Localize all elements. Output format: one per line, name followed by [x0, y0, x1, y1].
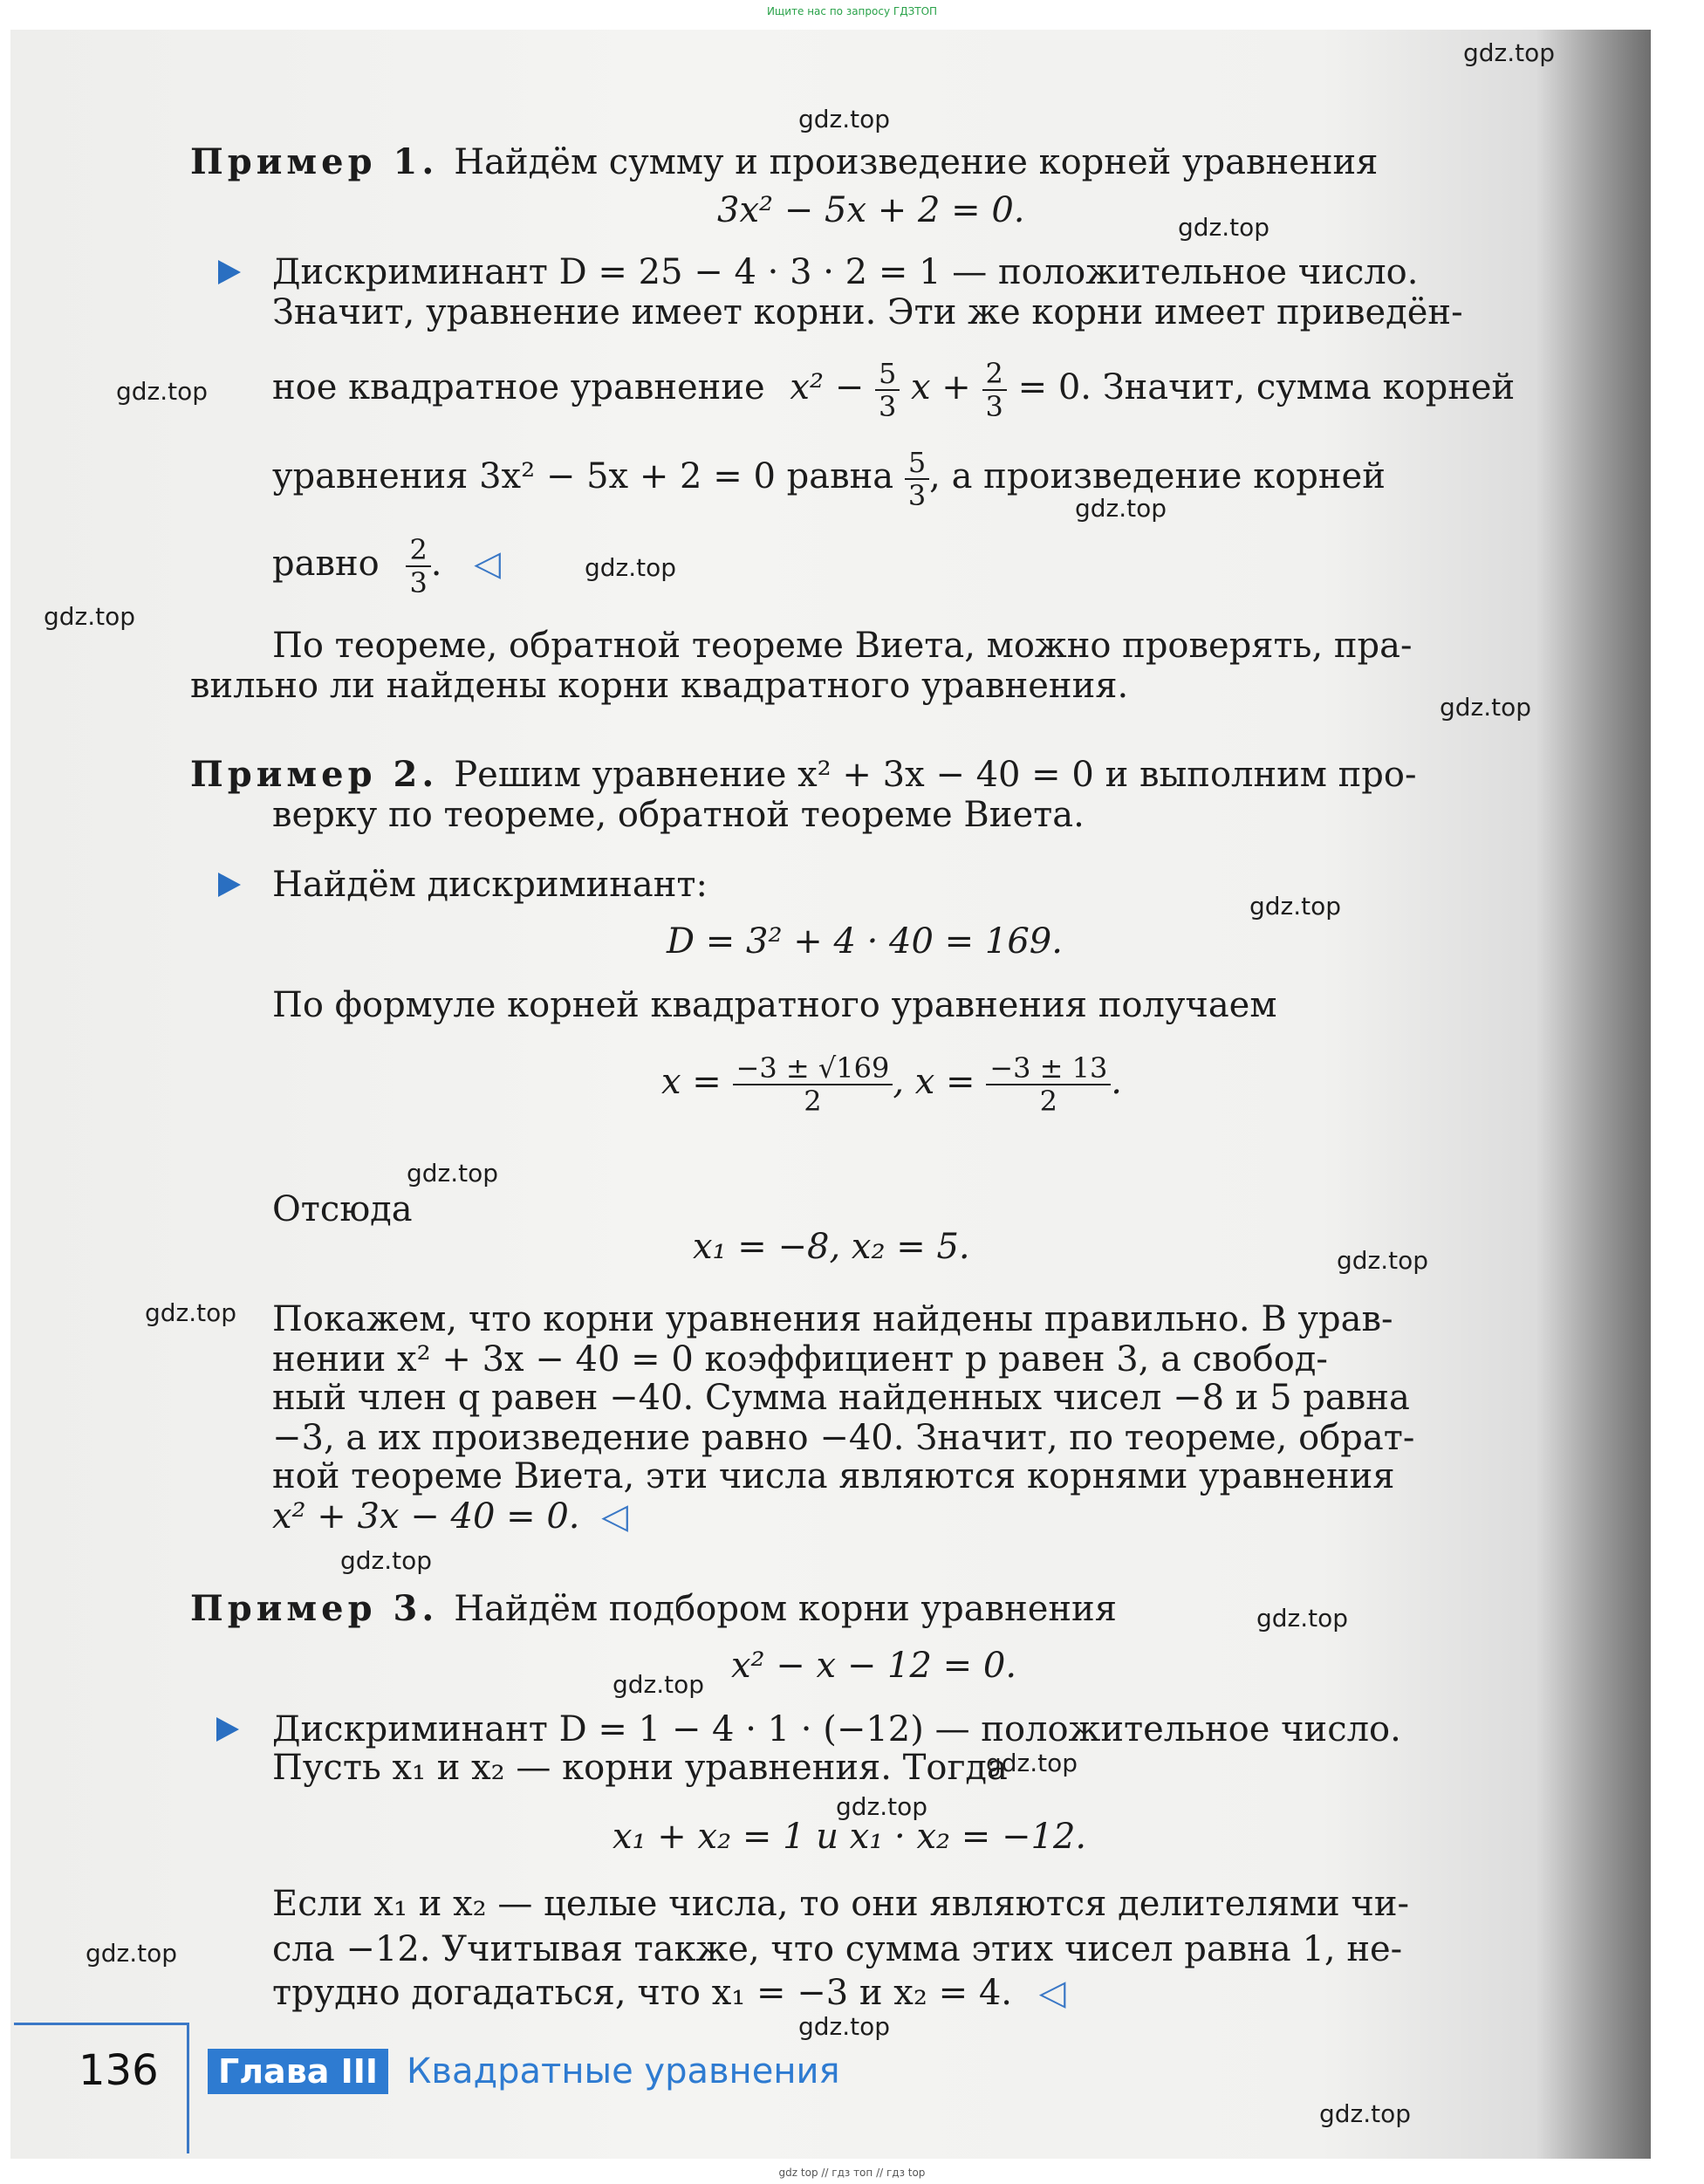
example2-p4: −3, а их произведение равно −40. Значит, по теореме, обрат-: [272, 1418, 1415, 1458]
watermark: gdz.top: [1256, 1604, 1349, 1633]
example1-line3-c: x +: [911, 367, 971, 407]
example1-line5: равно $\frac{2}{3}$ . ◁: [272, 533, 501, 599]
watermark: gdz.top: [1319, 2099, 1412, 2128]
fraction-two-thirds: [982, 358, 1007, 422]
fraction-five-thirds: [905, 447, 929, 511]
frac-num: −3 ± 13: [986, 1052, 1111, 1085]
example3-line4: сла −12. Учитывая также, что сумма этих чисел равна 1, не-: [272, 1929, 1403, 1969]
watermark: gdz.top: [1463, 38, 1556, 67]
end-of-solution-icon: ◁: [474, 544, 501, 584]
example3-relation: x₁ + x₂ = 1 и x₁ · x₂ = −12.: [612, 1817, 1087, 1857]
check-paragraph-line2: вильно ли найдены корни квадратного уравнения.: [190, 666, 1129, 706]
example2-roots-formula: x = $\frac{-3 \pm √169}{2}$ , x = $\frac{-3 \pm 13}{2}$ .: [661, 1051, 1123, 1118]
watermark: gdz.top: [1440, 693, 1532, 722]
example2-line1-text: Решим уравнение x² + 3x − 40 = 0 и выполним про-: [454, 755, 1417, 795]
footer-rule: [14, 2023, 188, 2025]
frac-den: 3: [985, 390, 1003, 423]
example2-p6-text: x² + 3x − 40 = 0.: [272, 1496, 580, 1537]
fraction-two-thirds: [406, 534, 430, 599]
root-fraction-2: [986, 1052, 1111, 1117]
end-of-solution-icon: ◁: [1038, 1973, 1066, 2013]
example2-line1: [190, 754, 1416, 796]
example1-equation: 3x² − 5x + 2 = 0.: [717, 190, 1025, 230]
frac-den: 2: [1039, 1085, 1057, 1118]
frac-num: 5: [875, 358, 900, 391]
example2-p6: [272, 1496, 628, 1537]
page-number: 136: [79, 2046, 159, 2095]
example3-line3: Если x₁ и x₂ — целые числа, то они являются делителями чи-: [272, 1884, 1409, 1924]
example2-p5: ной теореме Виета, эти числа являются корнями уравнения: [272, 1456, 1395, 1496]
watermark: gdz.top: [407, 1159, 499, 1188]
example1-head: Пример 1.: [190, 141, 439, 182]
fraction-five-thirds: [875, 358, 900, 422]
example2-line4: По формуле корней квадратного уравнения получаем: [272, 985, 1277, 1025]
solution-marker-icon: [216, 1717, 239, 1742]
example1-line1-text: Дискриминант D = 25 − 4 · 3 · 2 = 1 — положительное число.: [272, 252, 1419, 292]
example1-line4: [272, 447, 1386, 511]
frac-den: 3: [878, 390, 897, 423]
example2-p1: Покажем, что корни уравнения найдены правильно. В урав-: [272, 1299, 1393, 1339]
root-fraction-1: [733, 1052, 893, 1117]
example2-discriminant: D = 3² + 4 · 40 = 169.: [667, 921, 1063, 962]
solution-marker-icon: [218, 260, 241, 284]
example1-intro: Найдём сумму и произведение корней уравнения: [454, 142, 1379, 182]
frac-num: 2: [982, 358, 1007, 391]
example1-line1: [272, 251, 1518, 293]
end-of-solution-icon: ◁: [601, 1496, 628, 1537]
watermark: gdz.top: [798, 105, 891, 134]
example1-line3-d: = 0. Значит, сумма корней: [1017, 367, 1516, 407]
example1-line3: [272, 358, 1515, 422]
example1-line5-text: равно: [272, 544, 380, 584]
example3-head: Пример 3.: [190, 1588, 439, 1629]
example1-intro-line: [190, 141, 1378, 183]
example3-line1: Дискриминант D = 1 − 4 · 1 · (−12) — положительное число.: [272, 1709, 1401, 1749]
check-paragraph-line1: По теореме, обратной теореме Виета, можно проверять, пра-: [272, 626, 1413, 666]
example2-line2: верку по теореме, обратной теореме Виета.: [272, 795, 1085, 835]
example1-line2: Значит, уравнение имеет корни. Эти же корни имеет приведён-: [272, 292, 1463, 332]
example1-line4-a: уравнения 3x² − 5x + 2 = 0 равна: [272, 456, 894, 496]
example3-line5: [272, 1972, 1065, 2014]
example2-otsyuda: Отсюда: [272, 1189, 413, 1229]
frac-num: −3 ± √169: [733, 1052, 893, 1085]
example3-line2: Пусть x₁ и x₂ — корни уравнения. Тогда: [272, 1748, 1008, 1788]
frac-den: 2: [804, 1085, 822, 1118]
frac-num: 5: [905, 447, 929, 480]
x-equals-2: , x =: [893, 1062, 975, 1102]
header-note[interactable]: Ищите нас по запросу ГДЗТОП: [766, 5, 938, 17]
watermark: gdz.top: [1075, 494, 1167, 523]
footer-vertical-rule: [187, 2023, 189, 2153]
chapter-title: Квадратные уравнения: [407, 2051, 840, 2092]
watermark: gdz.top: [145, 1298, 237, 1327]
watermark: gdz.top: [1249, 892, 1342, 921]
watermark: gdz.top: [836, 1792, 928, 1821]
watermark: gdz.top: [86, 1939, 178, 1968]
watermark: gdz.top: [340, 1546, 433, 1575]
example2-line3: Найдём дискриминант:: [272, 865, 708, 905]
footer-note[interactable]: gdz top // гдз топ // гдз top: [778, 2167, 926, 2179]
chapter-badge: Глава III: [208, 2049, 388, 2094]
watermark: gdz.top: [986, 1749, 1078, 1777]
example1-line3-b: x² −: [790, 367, 865, 407]
watermark: gdz.top: [612, 1670, 705, 1699]
example3-line5-text: трудно догадаться, что x₁ = −3 и x₂ = 4.: [272, 1973, 1012, 2013]
example3-equation: x² − x − 12 = 0.: [731, 1646, 1017, 1686]
example1-line3-a: ное квадратное уравнение: [272, 367, 765, 407]
watermark: gdz.top: [116, 377, 209, 406]
frac-num: 2: [406, 534, 430, 567]
frac-den: 3: [409, 566, 428, 599]
example3-intro: Найдём подбором корни уравнения: [454, 1589, 1117, 1629]
example2-p3: ный член q равен −40. Сумма найденных чисел −8 и 5 равна: [272, 1378, 1410, 1418]
example2-p2: нении x² + 3x − 40 = 0 коэффициент p равен 3, а свобод-: [272, 1339, 1328, 1380]
watermark: gdz.top: [1178, 213, 1270, 242]
x-equals: x =: [661, 1062, 722, 1102]
watermark: gdz.top: [585, 553, 677, 582]
example3-intro-line: [190, 1588, 1117, 1630]
solution-marker-icon: [218, 873, 241, 897]
example2-head: Пример 2.: [190, 754, 439, 795]
watermark: gdz.top: [1337, 1246, 1429, 1275]
frac-den: 3: [907, 479, 927, 512]
watermark: gdz.top: [798, 2012, 891, 2041]
example1-line4-b: , а произведение корней: [929, 456, 1386, 496]
example2-roots: x₁ = −8, x₂ = 5.: [693, 1227, 970, 1267]
watermark: gdz.top: [44, 602, 136, 631]
